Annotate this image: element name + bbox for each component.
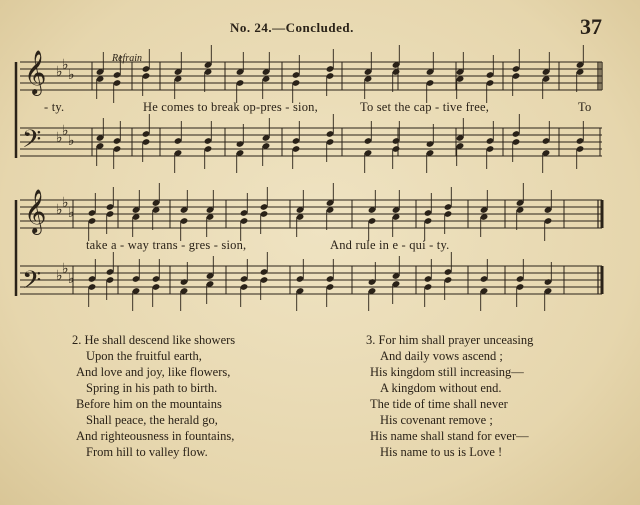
verse-3	[366, 332, 533, 460]
flat-sign: ♭	[68, 271, 75, 287]
lyric-s2-a: take a - way trans - gres - sion,	[86, 238, 247, 252]
refrain-label: Refrain	[112, 53, 142, 64]
verse-2-line-2: Upon the fruitful earth,	[86, 349, 202, 363]
verse-3-line-5: The tide of time shall never	[370, 397, 508, 411]
flat-sign: ♭	[68, 67, 75, 83]
verse-2-line-5: Before him on the mountains	[76, 397, 222, 411]
flat-sign: ♭	[56, 268, 63, 284]
lyric-s1-b: He comes to break op-pres - sion,	[143, 100, 318, 114]
flat-sign: ♭	[56, 64, 63, 80]
lyric-s2-b: And rule in e - qui - ty.	[330, 238, 450, 252]
flat-sign: ♭	[62, 57, 69, 73]
flat-sign: ♭	[56, 202, 63, 218]
flat-sign: ♭	[68, 133, 75, 149]
lyric-s1-c: To set the cap - tive free,	[360, 100, 490, 114]
verse-2-line-4: Spring in his path to birth.	[86, 381, 218, 395]
flat-sign: ♭	[68, 205, 75, 221]
flat-sign: ♭	[56, 130, 63, 146]
flat-sign: ♭	[62, 123, 69, 139]
verse-3-line-3: His kingdom still increasing—	[370, 365, 524, 379]
svg-text:𝄞: 𝄞	[24, 189, 47, 233]
verse-2-line-3: And love and joy, like flowers,	[76, 365, 231, 379]
verse-3-line-1: 3. For him shall prayer unceasing	[366, 333, 534, 347]
staff-lines	[20, 62, 602, 294]
lyric-s1-d: To	[578, 100, 592, 114]
flat-sign: ♭	[62, 261, 69, 277]
svg-text:𝄢: 𝄢	[22, 266, 42, 301]
flat-sign: ♭	[62, 195, 69, 211]
verse-3-line-4: A kingdom without end.	[380, 381, 502, 395]
verse-3-line-6: His covenant remove ;	[380, 413, 493, 427]
verse-2	[72, 332, 235, 460]
bass-clef-1	[22, 125, 41, 160]
key-signature	[56, 57, 75, 287]
page-number: 37	[580, 14, 602, 39]
verse-3-line-8: His name to us is Love !	[380, 445, 503, 459]
bass-clef-2	[22, 266, 41, 301]
verse-3-line-7: His name shall stand for ever—	[370, 429, 529, 443]
verse-2-line-6: Shall peace, the herald go,	[86, 413, 218, 427]
verse-2-line-1: 2. He shall descend like showers	[72, 333, 236, 347]
notes	[88, 45, 585, 311]
verse-3-line-2: And daily vows ascend ;	[380, 349, 503, 363]
page-title: No. 24.—Concluded.	[230, 20, 354, 35]
verse-2-line-8: From hill to valley flow.	[86, 445, 208, 459]
treble-clef-2	[24, 189, 46, 235]
treble-clef-1	[24, 50, 46, 96]
bar-lines	[16, 62, 602, 296]
svg-text:𝄢: 𝄢	[22, 125, 42, 160]
lyric-s1-a: - ty.	[44, 100, 65, 114]
verse-2-line-7: And righteousness in fountains,	[76, 429, 235, 443]
svg-text:𝄞: 𝄞	[24, 50, 47, 94]
